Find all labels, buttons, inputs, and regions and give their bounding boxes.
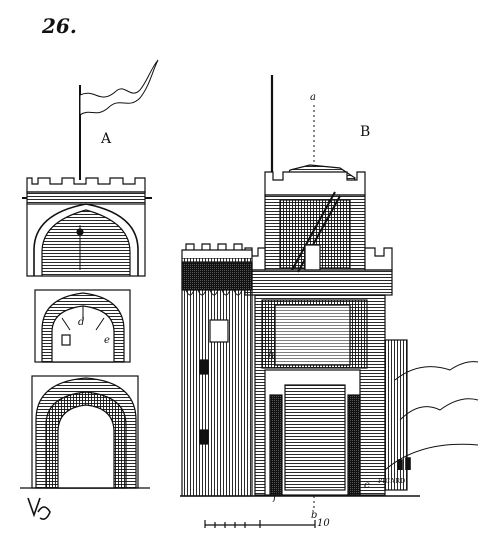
detail-mark-e: e	[104, 335, 110, 346]
flag-a	[80, 60, 158, 115]
side-battlement-right	[365, 248, 392, 270]
scale-end-label: 10	[317, 518, 330, 529]
detail-mark-d: d	[78, 317, 85, 328]
view-label-b: B	[360, 124, 371, 140]
detail-mark-h: h	[268, 350, 275, 361]
scale-bar	[205, 520, 315, 528]
battlement-a	[27, 178, 145, 192]
view-a-elevation	[20, 60, 158, 488]
section-mark-a: a	[310, 92, 316, 103]
view-label-a: A	[101, 131, 112, 147]
monogram-text	[30, 528, 32, 529]
foot-mark-c: c	[364, 480, 370, 491]
monogram-glyph	[28, 498, 50, 519]
section-mark-b: b	[311, 510, 318, 521]
view-b-section	[180, 75, 478, 510]
foot-mark-f: f	[273, 492, 277, 503]
engraver-signature: PICARD	[378, 478, 406, 485]
figure-number: 26.	[42, 14, 77, 38]
